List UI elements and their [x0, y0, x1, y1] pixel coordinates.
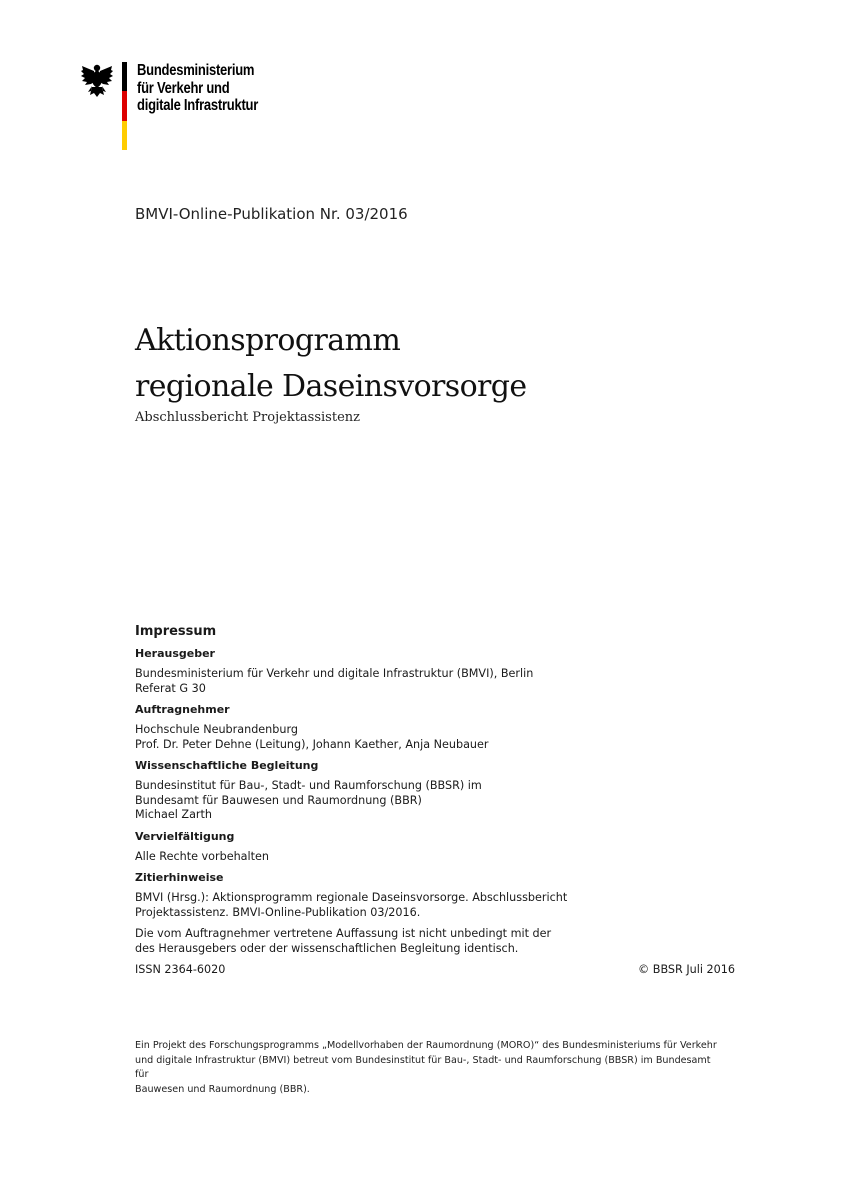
document-title [135, 318, 527, 410]
text-line: Referat G 30 [135, 681, 206, 695]
flag-stripe-black [122, 62, 127, 91]
series-label: BMVI-Online-Publikation Nr. 03/2016 [135, 205, 408, 223]
footer-line: und digitale Infrastruktur (BMVI) betreut vom Bundesinstitut für Bau-, Stadt- und Raumforschung (BBSR) im Bundesamt für [135, 1054, 711, 1080]
text-line: Die vom Auftragnehmer vertretene Auffassung ist nicht unbedingt mit der [135, 927, 552, 940]
footer-note [135, 1039, 725, 1097]
auftragnehmer-heading: Auftragnehmer [135, 703, 230, 716]
vervielfaeltigung-text: Alle Rechte vorbehalten [135, 849, 269, 863]
text-line: Hochschule Neubrandenburg [135, 723, 298, 736]
flag-stripe-gold [122, 121, 127, 150]
flag-bar [122, 62, 127, 150]
text-line: des Herausgebers oder der wissenschaftlichen Begleitung identisch. [135, 941, 519, 955]
text-line: Prof. Dr. Peter Dehne (Leitung), Johann Kaether, Anja Neubauer [135, 737, 489, 751]
footer-line: Ein Projekt des Forschungsprogramms „Modellvorhaben der Raumordnung (MORO)“ des Bundesministeriums für Verkehr [135, 1040, 717, 1051]
flag-stripe-red [122, 91, 127, 120]
ministry-line: digitale Infrastruktur [137, 97, 259, 114]
footer-line: Bauwesen und Raumordnung (BBR). [135, 1083, 310, 1095]
ministry-name [137, 62, 258, 115]
issn-row [135, 963, 745, 979]
ministry-line: für Verkehr und [137, 79, 230, 97]
begleitung-heading: Wissenschaftliche Begleitung [135, 759, 319, 772]
federal-eagle-icon [80, 62, 114, 98]
impressum-title: Impressum [135, 624, 217, 639]
herausgeber-text [135, 667, 745, 696]
title-line: Aktionsprogramm [135, 323, 401, 358]
title-line: regionale Daseinsvorsorge [135, 369, 527, 404]
auftragnehmer-text [135, 723, 745, 752]
herausgeber-heading: Herausgeber [135, 647, 215, 660]
zitierhinweise-text [135, 891, 745, 920]
disclaimer-text [135, 927, 745, 956]
ministry-line: Bundesministerium [137, 62, 255, 79]
document-subtitle: Abschlussbericht Projektassistenz [135, 410, 360, 425]
begleitung-text [135, 779, 745, 823]
vervielfaeltigung-heading: Vervielfältigung [135, 829, 235, 843]
text-line: Michael Zarth [135, 808, 213, 821]
text-line: Projektassistenz. BMVI-Online-Publikation 03/2016. [135, 905, 421, 919]
zitierhinweise-heading: Zitierhinweise [135, 871, 224, 884]
text-line: Bundesamt für Bauwesen und Raumordnung (BBR) [135, 793, 422, 807]
text-line: Bundesministerium für Verkehr und digitale Infrastruktur (BMVI), Berlin [135, 667, 534, 680]
copyright-notice: © BBSR Juli 2016 [638, 963, 735, 976]
text-line: BMVI (Hrsg.): Aktionsprogramm regionale Daseinsvorsorge. Abschlussbericht [135, 891, 568, 904]
issn-number: ISSN 2364-6020 [135, 963, 226, 976]
impressum-section [135, 624, 745, 979]
text-line: Bundesinstitut für Bau-, Stadt- und Raumforschung (BBSR) im [135, 779, 482, 792]
